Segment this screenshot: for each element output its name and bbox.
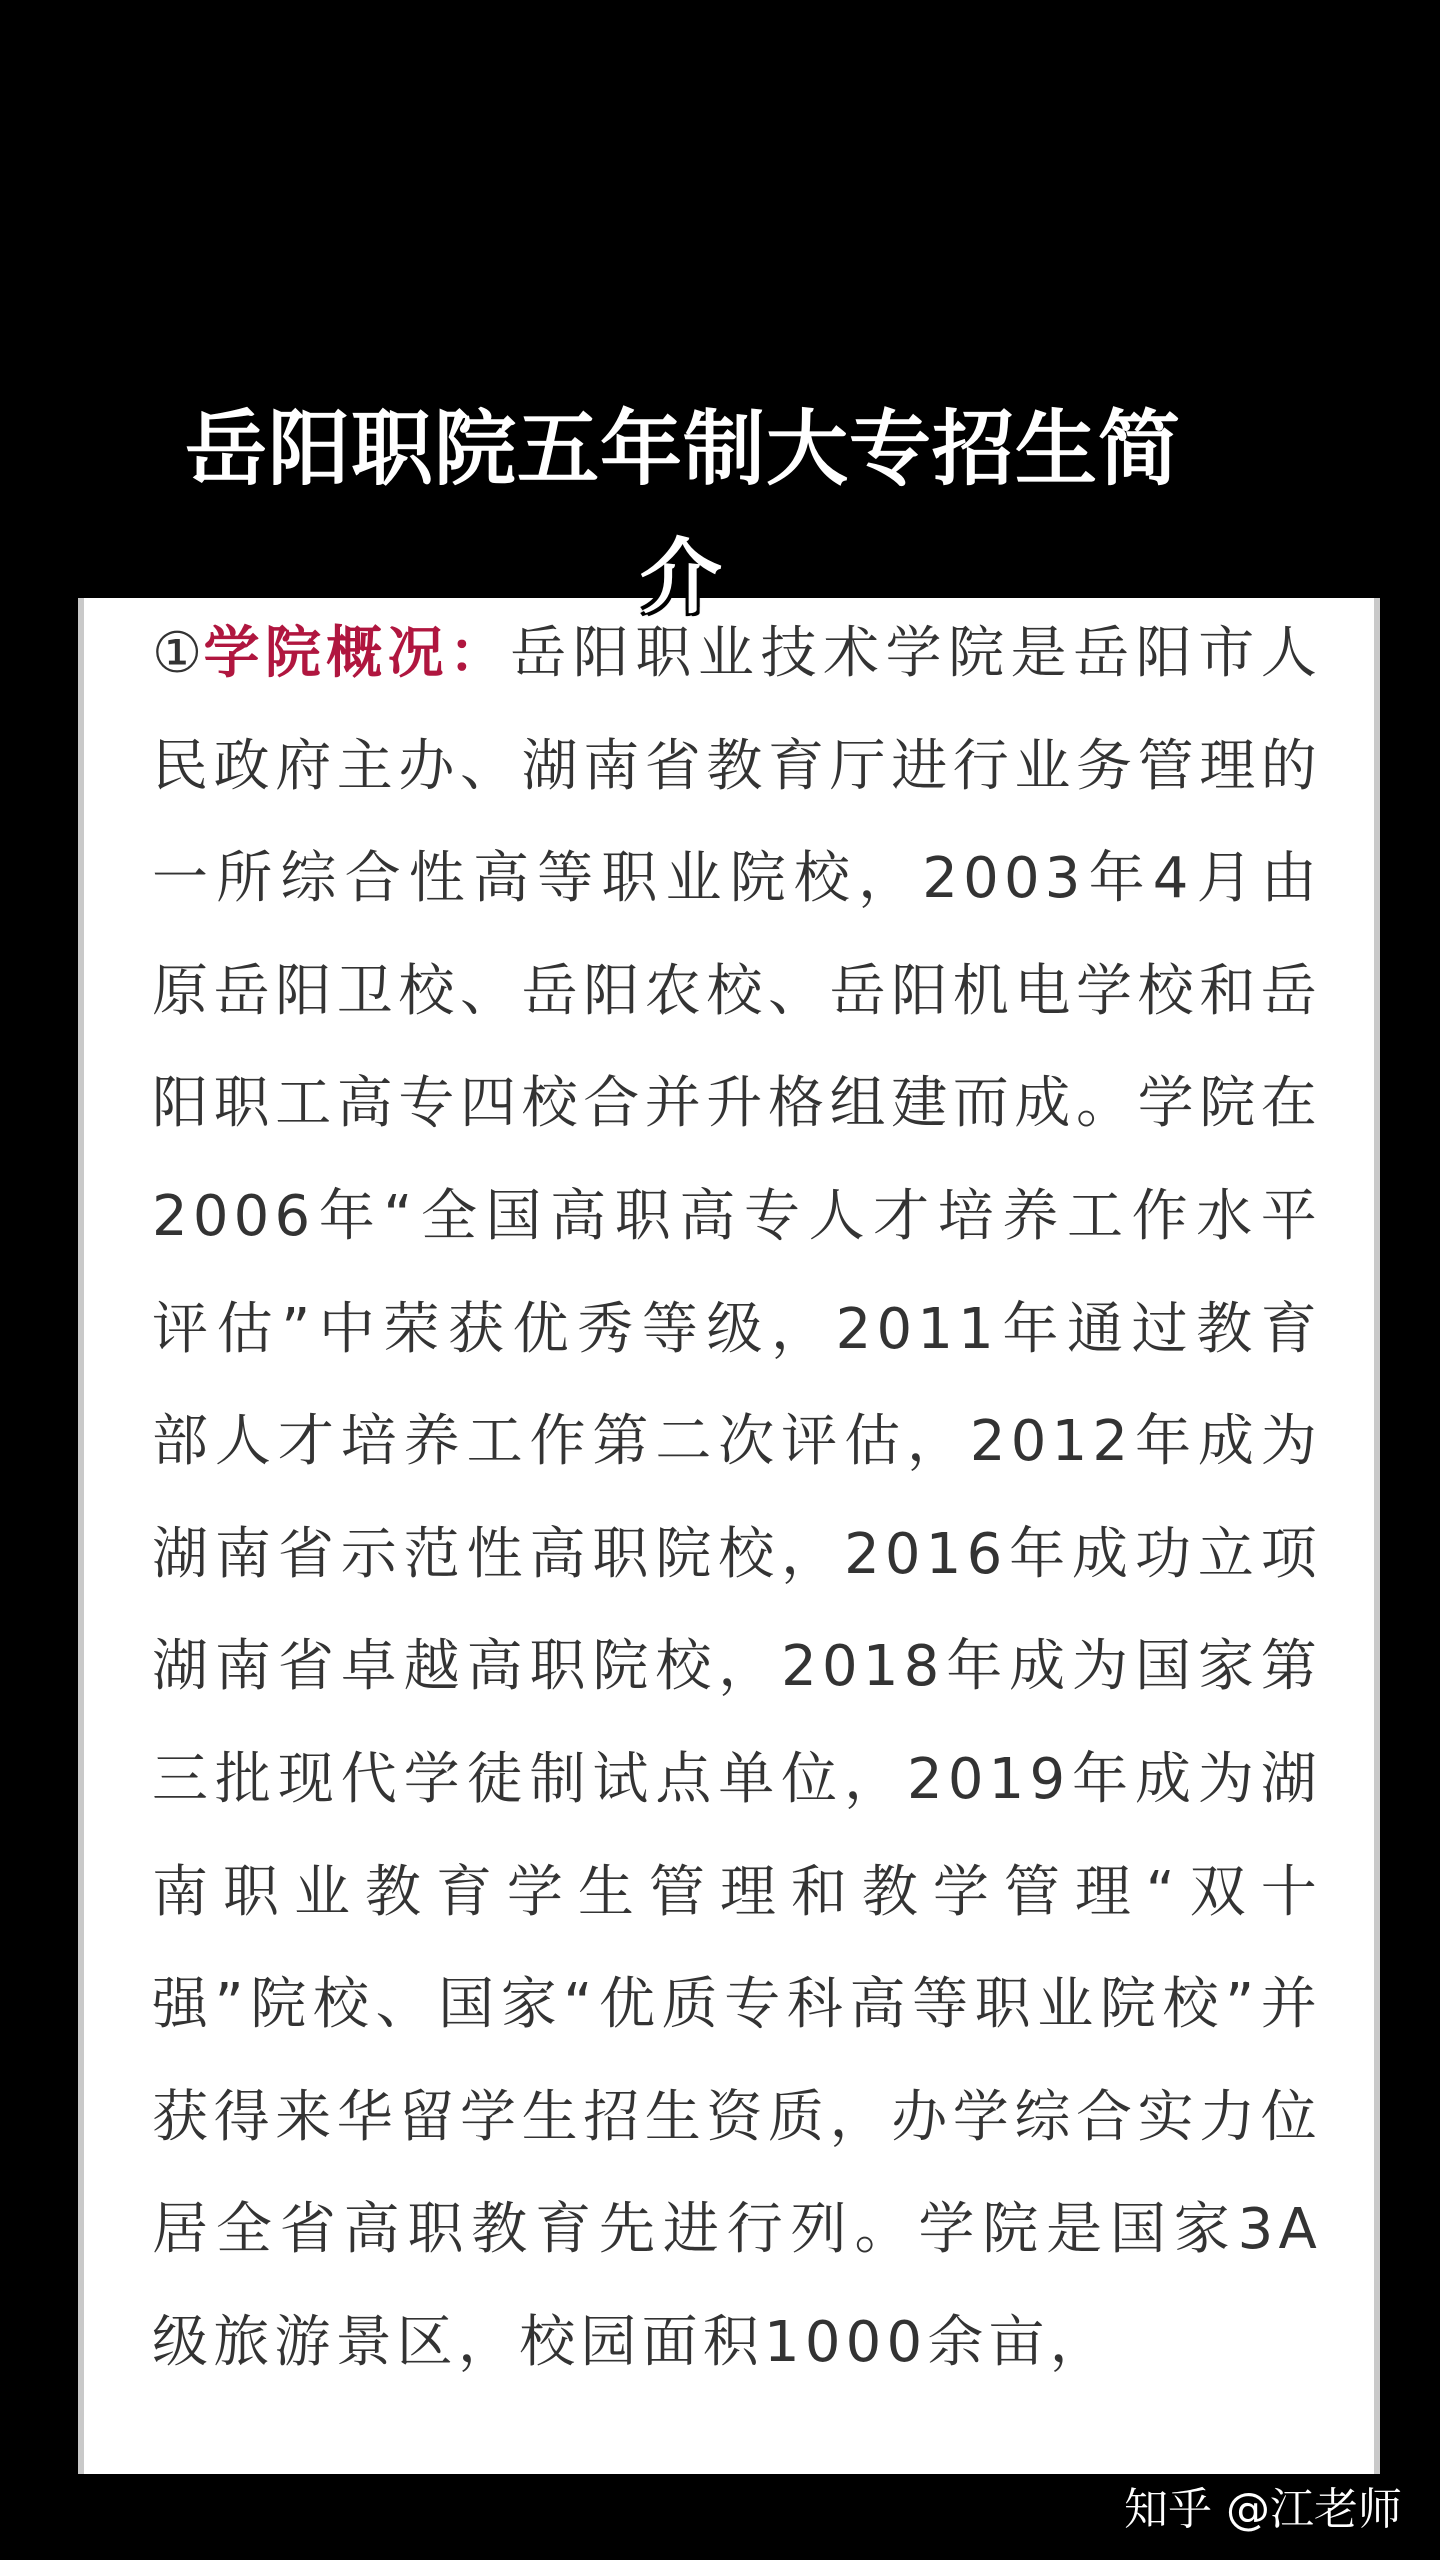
section-heading: 学院概况： (203, 621, 511, 686)
top-black-banner (0, 0, 1440, 598)
title-line-1: 岳阳职院五年制大专招生简 (185, 402, 1182, 497)
article-body-text: 岳阳职业技术学院是岳阳市人民政府主办、湖南省教育厅进行业务管理的一所综合性高等职业院校，2003年4月由原岳阳卫校、岳阳农校、岳阳机电学校和岳阳职工高专四校合并升格组建而成。学院在2006年“全国高职高专人才培养工作水平评估”中荣获优秀等级，2011年通过教育部人才培养工作第二次评估，2012年成为湖南省示范性高职院校，2016年成功立项湖南省卓越高职院校，2018年成为国家第三批现代学徒制试点单位，2019年成为湖南职业教育学生管理和教学管理“双十强”院校、国家“优质专科高等职业院校”并获得来华留学生招生资质，办学综合实力位居全省高职教育先进行列。学院是国家3A级旅游景区，校园面积1000余亩， (152, 621, 1322, 2375)
article-paragraph (152, 598, 1322, 2400)
title-line-2: 介 (640, 530, 723, 625)
section-number-marker: ① (152, 621, 204, 686)
article-card (78, 560, 1380, 2474)
zhihu-watermark: 知乎 @江老师 (1124, 2484, 1402, 2535)
